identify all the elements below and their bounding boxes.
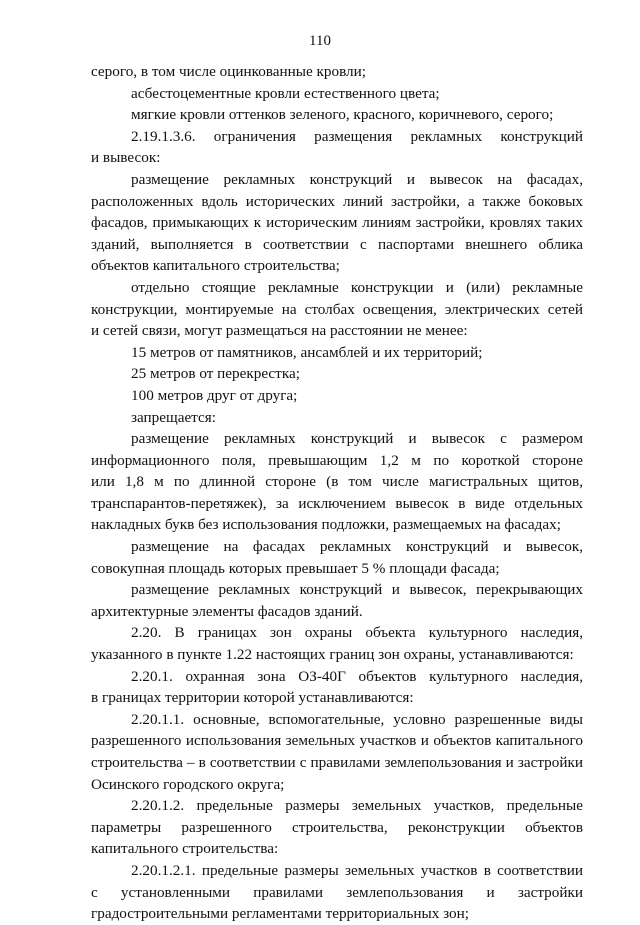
- text-line: серого, в том числе оцинкованные кровли;: [91, 63, 366, 80]
- text-line: 25 метров от перекрестка;: [131, 365, 300, 383]
- text-line: размещение рекламных конструкций и вывесок с размером: [131, 430, 583, 448]
- text-line: запрещается:: [131, 408, 216, 426]
- text-line: объектов капитального строительства;: [91, 257, 340, 275]
- text-line: размещение рекламных конструкций и вывесок на фасадах,: [131, 170, 583, 188]
- text-line: параметры разрешенного строительства, реконструкции объектов: [91, 818, 583, 836]
- document-body: [91, 61, 583, 925]
- text-line: 2.20.1.1. основные, вспомогательные, условно разрешенные виды: [131, 710, 583, 728]
- text-line: архитектурные элементы фасадов зданий.: [91, 602, 363, 620]
- text-line: размещение на фасадах рекламных конструкций и вывесок,: [131, 538, 583, 556]
- text-line: разрешенного использования земельных участков и объектов капитального: [91, 732, 583, 750]
- text-line: 2.20.1.2. предельные размеры земельных участков, предельные: [131, 797, 583, 815]
- text-line: или 1,8 м по длинной стороне (в том числе магистральных щитов,: [91, 473, 583, 491]
- text-line: Осинского городского округа;: [91, 775, 285, 793]
- text-line: в границах территории которой устанавливаются:: [91, 689, 414, 707]
- text-line: указанного в пункте 1.22 настоящих границ зон охраны, устанавливаются:: [91, 646, 574, 664]
- text-line: расположенных вдоль исторических линий застройки, а также боковых: [91, 192, 583, 210]
- text-line: информационного поля, превышающим 1,2 м по короткой стороне: [91, 451, 583, 469]
- text-line: 2.20.1.2.1. предельные размеры земельных участков в соответствии: [131, 861, 583, 879]
- text-line: 2.20.1. охранная зона ОЗ-40Г объектов культурного наследия,: [131, 667, 583, 685]
- text-line: асбестоцементные кровли естественного цвета;: [131, 84, 440, 102]
- text-line: размещение рекламных конструкций и вывесок, перекрывающих: [131, 581, 583, 599]
- text-line: капитального строительства:: [91, 840, 279, 858]
- page-number: 110: [309, 33, 331, 49]
- text-line: зданий, выполняется в соответствии с паспортами внешнего облика: [91, 235, 583, 253]
- text-line: мягкие кровли оттенков зеленого, красного, коричневого, серого;: [131, 106, 554, 124]
- text-line: строительства – в соответствии с правилами землепользования и застройки: [91, 754, 583, 771]
- text-line: 15 метров от памятников, ансамблей и их территорий;: [131, 343, 483, 361]
- text-line: и вывесок:: [91, 149, 161, 167]
- text-line: отдельно стоящие рекламные конструкции и (или) рекламные: [131, 278, 583, 296]
- text-line: конструкции, монтируемые на столбах освещения, электрических сетей: [91, 300, 583, 318]
- text-line: накладных букв без использования подложки, размещаемых на фасадах;: [91, 516, 561, 534]
- text-line: с установленными правилами землепользования и застройки: [91, 883, 583, 901]
- text-line: фасадов, примыкающих к историческим линиям застройки, кровлях таких: [91, 214, 583, 232]
- text-line: совокупная площадь которых превышает 5 % площади фасада;: [91, 559, 500, 577]
- text-line: 2.20. В границах зон охраны объекта культурного наследия,: [131, 624, 583, 642]
- text-line: 100 метров друг от друга;: [131, 386, 298, 404]
- text-line: 2.19.1.3.6. ограничения размещения рекламных конструкций: [131, 127, 583, 145]
- text-line: транспарантов-перетяжек), за исключением вывесок в виде отдельных: [91, 494, 583, 512]
- text-line: градостроительными регламентами территориальных зон;: [91, 905, 469, 923]
- text-line: и сетей связи, могут размещаться на расстоянии не менее:: [91, 322, 468, 340]
